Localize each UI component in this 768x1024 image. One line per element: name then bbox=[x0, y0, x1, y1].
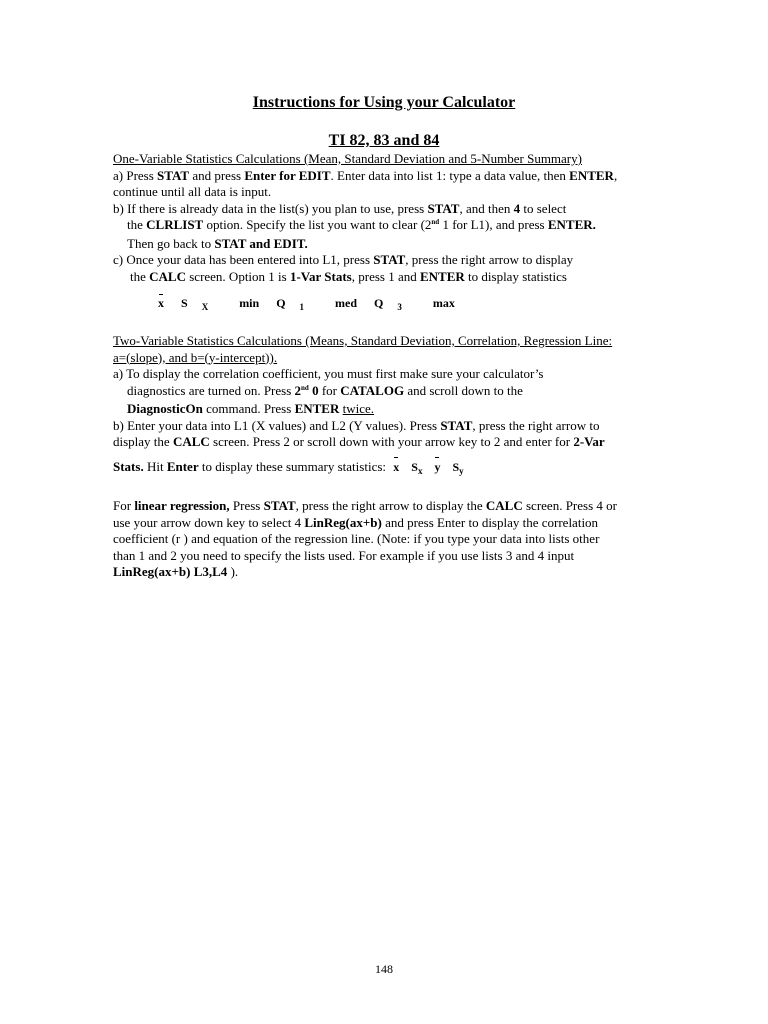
kw-enter: Enter bbox=[166, 458, 199, 474]
kw-calc: CALC bbox=[172, 434, 210, 449]
kw-calc: CALC bbox=[485, 498, 523, 513]
text: c) Once your data has been entered into L1, press bbox=[113, 252, 374, 267]
text: diagnostics are turned on. Press bbox=[127, 382, 295, 398]
two-var-heading-line1: Two-Variable Statistics Calculations (Means, Standard Deviation, Correlation, Regression Line: bbox=[113, 333, 613, 348]
text: command. Press bbox=[202, 401, 295, 416]
two-var-section bbox=[113, 333, 658, 476]
kw-enter-edit: Enter for EDIT bbox=[244, 167, 331, 183]
linreg-line5 bbox=[113, 564, 658, 581]
text: , bbox=[613, 167, 618, 183]
one-var-step-a-cont: continue until all data is input. bbox=[113, 184, 272, 199]
kw-enter: ENTER bbox=[419, 268, 465, 284]
text: screen. Option 1 is bbox=[185, 268, 290, 284]
underlined-twice: twice. bbox=[342, 401, 375, 416]
stat-sx bbox=[411, 459, 422, 477]
kw-enter: ENTER bbox=[569, 167, 614, 183]
text: Hit bbox=[143, 458, 167, 474]
text: the bbox=[130, 268, 150, 284]
text: option. Specify the list you want to clear (2 bbox=[203, 217, 432, 232]
text: b) Enter your data into L1 (X values) and L2 (Y values). Press bbox=[113, 417, 441, 433]
stat-q3-q: Q bbox=[374, 296, 384, 310]
stat-ybar: y bbox=[434, 459, 441, 474]
one-var-step-a bbox=[113, 168, 658, 185]
linreg-line3: coefficient (r ) and equation of the regression line. (Note: if you type your data into lists other bbox=[113, 531, 600, 546]
kw-enter: ENTER. bbox=[547, 217, 596, 232]
text: , press 1 and bbox=[351, 268, 420, 284]
kw-linear-regression: linear regression, bbox=[134, 498, 230, 513]
stat-max: max bbox=[432, 296, 455, 310]
text: and press bbox=[189, 167, 245, 183]
stat-xbar: x bbox=[158, 296, 164, 310]
kw-0: 0 bbox=[308, 382, 319, 398]
kw-catalog: CATALOG bbox=[340, 382, 405, 398]
text: , and then bbox=[459, 200, 514, 216]
text: 1 for L1), and press bbox=[439, 217, 548, 232]
stat-min: min bbox=[239, 296, 260, 310]
stat-sx-sub: X bbox=[201, 302, 209, 312]
one-var-step-c bbox=[113, 252, 658, 269]
superscript-nd: nd bbox=[431, 218, 440, 226]
linreg-line1 bbox=[113, 498, 658, 515]
stat-sx-s: S bbox=[411, 459, 418, 474]
kw-4: 4 bbox=[513, 200, 521, 216]
page-subtitle: TI 82, 83 and 84 bbox=[328, 132, 440, 149]
one-var-step-b-cont bbox=[113, 217, 658, 236]
kw-linreg-l3-l4: LinReg(ax+b) L3,L4 bbox=[113, 564, 228, 579]
stat-sy-s: S bbox=[452, 459, 460, 474]
text: for bbox=[318, 382, 341, 398]
one-var-step-c-cont bbox=[113, 269, 658, 286]
kw-1var-stats: 1-Var Stats bbox=[289, 268, 352, 284]
linreg-section bbox=[113, 498, 658, 581]
one-var-step-b bbox=[113, 201, 658, 218]
superscript-nd: nd bbox=[301, 383, 309, 392]
stat-sy-sub: y bbox=[459, 465, 464, 476]
stat-xbar: x bbox=[393, 459, 400, 474]
text: Press bbox=[229, 498, 264, 513]
text: to display statistics bbox=[464, 268, 567, 284]
stat-sx bbox=[181, 296, 222, 311]
text: screen. Press 4 or bbox=[522, 498, 617, 513]
two-var-step-b-cont2 bbox=[113, 459, 658, 477]
text: screen. Press 2 or scroll down with your arrow key to 2 and enter for bbox=[209, 434, 574, 449]
text: , press the right arrow to bbox=[472, 417, 600, 433]
one-var-step-b-cont2 bbox=[113, 236, 658, 253]
stat-q1-sub: 1 bbox=[299, 302, 305, 312]
one-var-stats-row bbox=[158, 296, 469, 311]
two-var-heading-line2: a=(slope), and b=(y-intercept)). bbox=[113, 349, 278, 365]
stat-med: med bbox=[335, 296, 358, 310]
kw-clrlist: CLRLIST bbox=[146, 217, 204, 232]
text: ). bbox=[227, 564, 239, 579]
stat-sx-s: S bbox=[181, 296, 188, 310]
kw-stat-edit: STAT and EDIT. bbox=[214, 235, 308, 251]
stat-q1 bbox=[276, 296, 318, 311]
kw-2nd: 2 bbox=[294, 382, 302, 398]
text: to select bbox=[520, 200, 567, 216]
kw-stat: STAT bbox=[263, 498, 296, 513]
one-var-heading: One-Variable Statistics Calculations (Mean, Standard Deviation and 5-Number Summary) bbox=[113, 151, 582, 166]
kw-enter: ENTER bbox=[294, 401, 340, 416]
text: display the bbox=[113, 434, 173, 449]
text: . Enter data into list 1: type a data value, then bbox=[330, 167, 570, 183]
linreg-line2 bbox=[113, 515, 658, 532]
one-var-section bbox=[113, 151, 658, 285]
kw-linreg: LinReg(ax+b) bbox=[304, 514, 382, 530]
page-title: Instructions for Using your Calculator bbox=[252, 94, 516, 111]
stat-q3-sub: 3 bbox=[397, 302, 402, 312]
kw-calc: CALC bbox=[149, 268, 186, 284]
text: For bbox=[113, 498, 135, 513]
kw-stat: STAT bbox=[440, 417, 473, 433]
text: to display these summary statistics: bbox=[198, 458, 390, 474]
text: and press Enter to display the correlation bbox=[381, 514, 599, 530]
two-var-step-a: a) To display the correlation coefficient, you must first make sure your calculator’s bbox=[113, 366, 544, 381]
text: b) If there is already data in the list(s) you plan to use, press bbox=[113, 200, 428, 216]
kw-diagnosticon: DiagnosticOn bbox=[127, 401, 203, 416]
text: a) Press bbox=[113, 167, 158, 183]
kw-stats: Stats. bbox=[113, 458, 144, 474]
two-var-step-b-cont bbox=[113, 434, 658, 451]
text: the bbox=[127, 217, 147, 232]
stat-sx-sub: x bbox=[417, 465, 423, 476]
kw-stat: STAT bbox=[157, 167, 190, 183]
page-number: 148 bbox=[375, 962, 393, 976]
text: , press the right arrow to display the bbox=[295, 498, 486, 513]
kw-stat: STAT bbox=[427, 200, 460, 216]
text: , press the right arrow to display bbox=[405, 252, 574, 267]
two-var-step-b bbox=[113, 418, 658, 435]
text: and scroll down to the bbox=[404, 382, 523, 398]
stat-q1-q: Q bbox=[276, 296, 286, 310]
stat-sy bbox=[452, 459, 463, 477]
text: use your arrow down key to select 4 bbox=[113, 514, 305, 530]
two-var-step-a-cont2 bbox=[113, 401, 658, 418]
stat-q3 bbox=[374, 296, 416, 311]
two-var-step-a-cont bbox=[113, 383, 658, 402]
linreg-line4: than 1 and 2 you need to specify the lists used. For example if you use lists 3 and 4 input bbox=[113, 547, 575, 563]
kw-stat: STAT bbox=[373, 252, 406, 267]
kw-2var: 2-Var bbox=[573, 434, 605, 449]
text: Then go back to bbox=[127, 235, 215, 251]
